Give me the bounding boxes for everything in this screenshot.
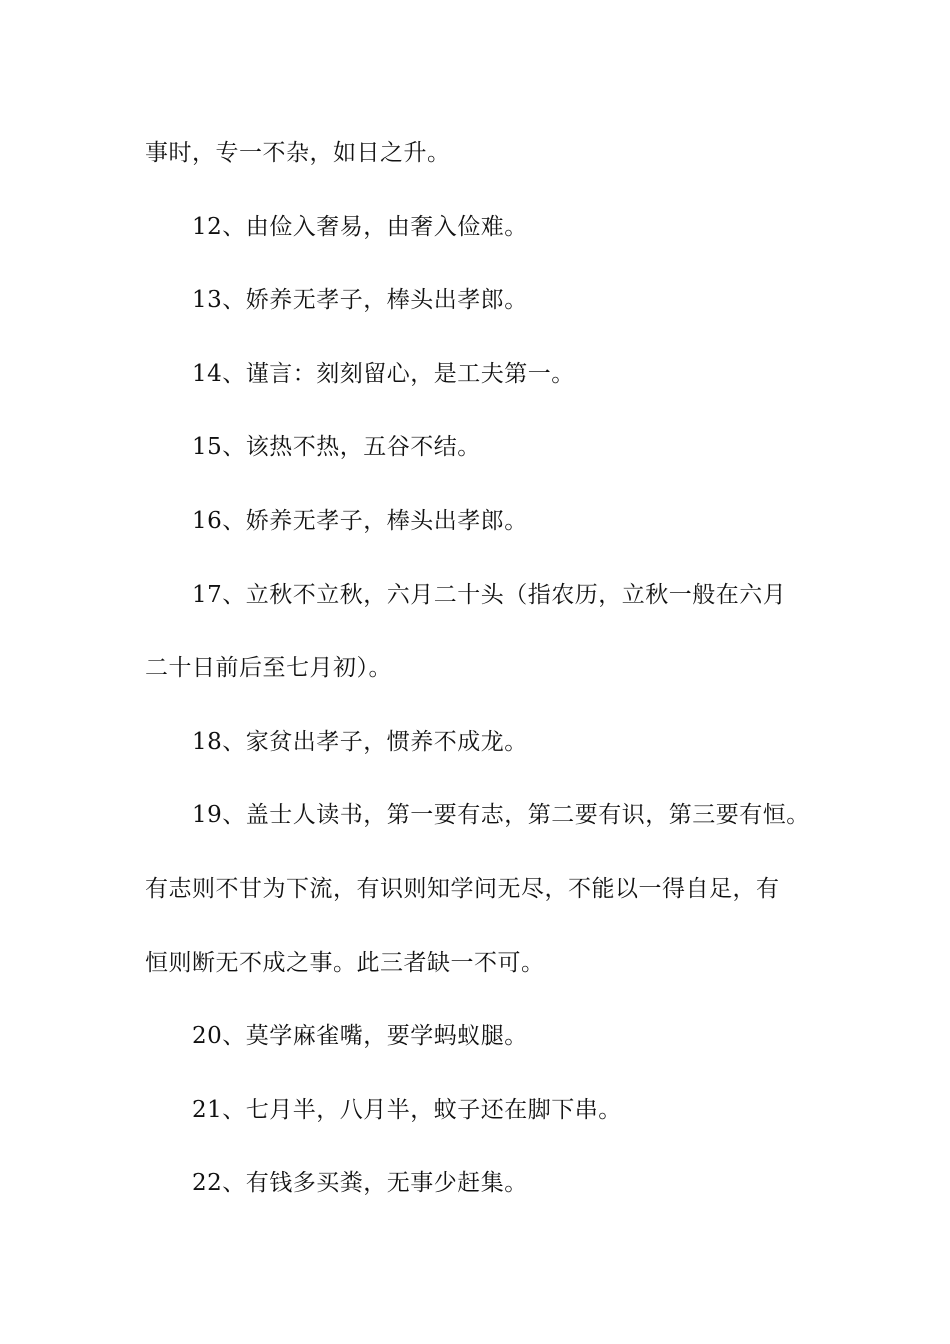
proverb-19: 19、盖士人读书，第一要有志，第二要有识，第三要有恒。	[192, 802, 810, 829]
proverb-16: 16、娇养无孝子，棒头出孝郎。	[192, 507, 528, 534]
proverb-21: 21、七月半，八月半，蚊子还在脚下串。	[192, 1096, 622, 1123]
proverb-15: 15、该热不热，五谷不结。	[192, 434, 481, 461]
text-line-continuation: 事时，专一不杂，如日之升。	[145, 140, 451, 166]
proverb-22: 22、有钱多买粪，无事少赶集。	[192, 1170, 528, 1197]
proverb-19-continuation-1: 有志则不甘为下流，有识则知学问无尽，不能以一得自足，有	[145, 875, 780, 902]
proverb-17: 17、立秋不立秋，六月二十头（指农历，立秋一般在六月	[192, 581, 787, 608]
proverb-17-continuation: 二十日前后至七月初）。	[145, 655, 392, 682]
proverb-19-continuation-2: 恒则断无不成之事。此三者缺一不可。	[145, 949, 545, 976]
proverb-13: 13、娇养无孝子，棒头出孝郎。	[192, 287, 528, 314]
proverb-text-block	[145, 130, 810, 1234]
proverb-20: 20、莫学麻雀嘴，要学蚂蚁腿。	[192, 1023, 528, 1050]
proverb-14: 14、谨言：刻刻留心，是工夫第一。	[192, 360, 575, 387]
proverb-18: 18、家贫出孝子，惯养不成龙。	[192, 728, 528, 755]
proverb-12: 12、由俭入奢易，由奢入俭难。	[192, 213, 528, 240]
